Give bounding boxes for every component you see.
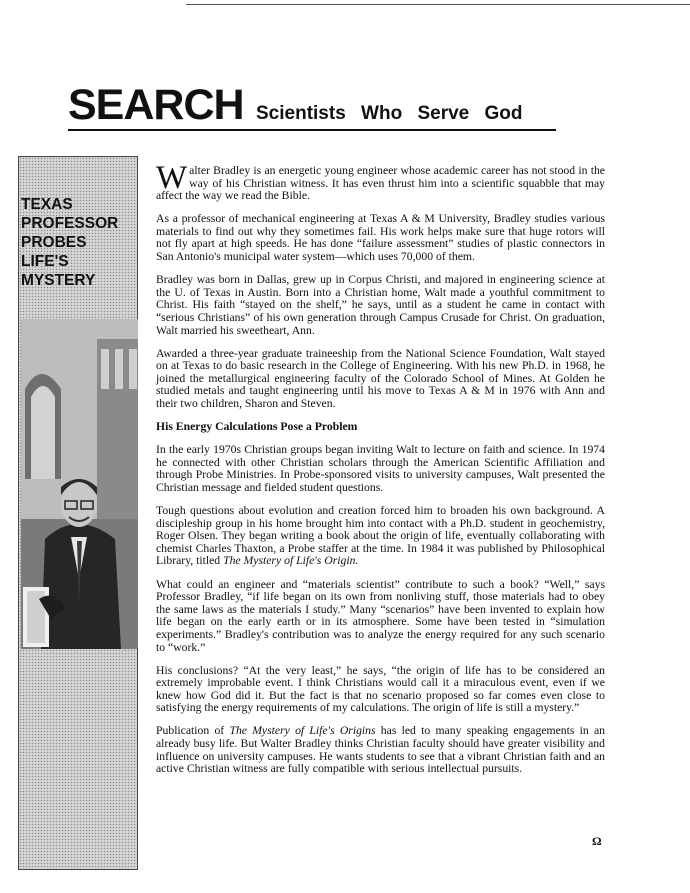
- drop-cap: W: [156, 160, 188, 196]
- masthead-title: SEARCH: [68, 81, 244, 129]
- article-paragraph: In the early 1970s Christian groups began inviting Walt to lecture on faith and science. In 1974 he connected with other Christian scholars through the American Scientific Affiliation and through Probe Ministries. In Probe-sponsored visits to university campuses, Walt presented the Christian message and fielded student questions.: [156, 443, 605, 494]
- masthead-rule: [68, 129, 556, 131]
- article-paragraph: [156, 725, 605, 775]
- article-paragraph: What could an engineer and “materials scientist” contribute to such a book? “Well,” says Professor Bradley, “if life began on its own from nonliving stuff, those materials had to obey the same laws as the materials I study.” Many “scenarios” have been invented to explain how life began on the early earth or in its atmosphere. Some have been tested in “simulation experiments.” Bradley's contribution was to analyze the energy required for any such scenario to “work.”: [156, 577, 605, 654]
- headline-line: PROFESSOR: [21, 215, 119, 232]
- article-paragraph: Bradley was born in Dallas, grew up in Corpus Christi, and majored in engineering science at the U. of Texas in Austin. Born into a Christian home, Walt made a youthful commitment to Christ. His faith “stayed on the shelf,” he says, until as a student he came in contact with “serious Christians” of his own generation through Campus Crusade for Christ. On graduation, Walt married his sweetheart, Ann.: [156, 273, 605, 337]
- headline-line: LIFE'S: [21, 253, 69, 270]
- book-title: The Mystery of Life's Origins: [229, 724, 376, 738]
- article-paragraph: His conclusions? “At the very least,” he says, “the origin of life has to be considered an extremely improbable event. I think Christians would call it a miraculous event, even if we knew how God did it. But the fact is that no scenario proposed so far comes even close to satisfying the energy requirements of my calculations. The origin of life is still a mystery.”: [156, 663, 605, 715]
- paragraph-text: Publication of: [156, 724, 230, 738]
- section-subhead: His Energy Calculations Pose a Problem: [156, 420, 358, 434]
- sidebar-headline: [21, 195, 139, 290]
- end-mark: Ω: [592, 834, 602, 848]
- article-paragraph: Awarded a three-year graduate traineeship from the National Science Foundation, Walt stayed on at Texas to do basic research in the College of Engineering. With his new Ph.D. in 1968, he joined the metallurgical engineering faculty of the Colorado School of Mines. At Golden he studied metals and taught engineering until his move to Texas A & M in 1976 with Ann and their two children, Sharon and Steven.: [156, 346, 605, 410]
- portrait-photo: [21, 319, 138, 649]
- article-body: [156, 160, 606, 786]
- book-title: The Mystery of Life's Origin.: [223, 554, 359, 568]
- top-rule: [186, 4, 690, 5]
- headline-line: TEXAS: [21, 196, 73, 213]
- paragraph-text: Tough questions about evolution and creation forced him to broaden his own background. A discipleship group in his home brought him into contact with a Ph.D. student in geochemistry, Roger Olsen. They began writing a book about the origin of life, eventually collaborating with chemist Charles Thaxton, a Probe staffer at the time. In 1984 it was published by Philosophical Library, titled: [156, 504, 605, 568]
- paragraph-text: alter Bradley is an energetic young engineer whose academic career has not stood in the way of his Christian witness. It has even thrust him into a scientific squabble that may affect the way we read the Bible.: [156, 164, 605, 203]
- article-paragraph: As a professor of mechanical engineering at Texas A & M University, Bradley studies various materials to find out why they sometimes fail. His work helps make sure that huge rotors will not fly apart at high speeds. He has done “failure assessment” studies of plastic connectors in San Antonio's municipal water system—which uses 70,000 of them.: [156, 212, 605, 264]
- headline-line: MYSTERY: [21, 272, 96, 289]
- headline-line: PROBES: [21, 234, 87, 251]
- masthead-subtitle: Scientists Who Serve God: [256, 103, 523, 124]
- masthead: [68, 81, 558, 129]
- paragraph-text: has led to many speaking engagements in an already busy life. But Walter Bradley thinks Christian faculty should have greater visibility and influence on university campuses. He wants students to see that a vibrant Christian faith and an active Christian witness are fully compatible with serious intellectual pursuits.: [156, 724, 606, 776]
- article-paragraph: [156, 160, 605, 203]
- article-paragraph: [156, 505, 605, 568]
- sidebar-panel: [18, 156, 138, 870]
